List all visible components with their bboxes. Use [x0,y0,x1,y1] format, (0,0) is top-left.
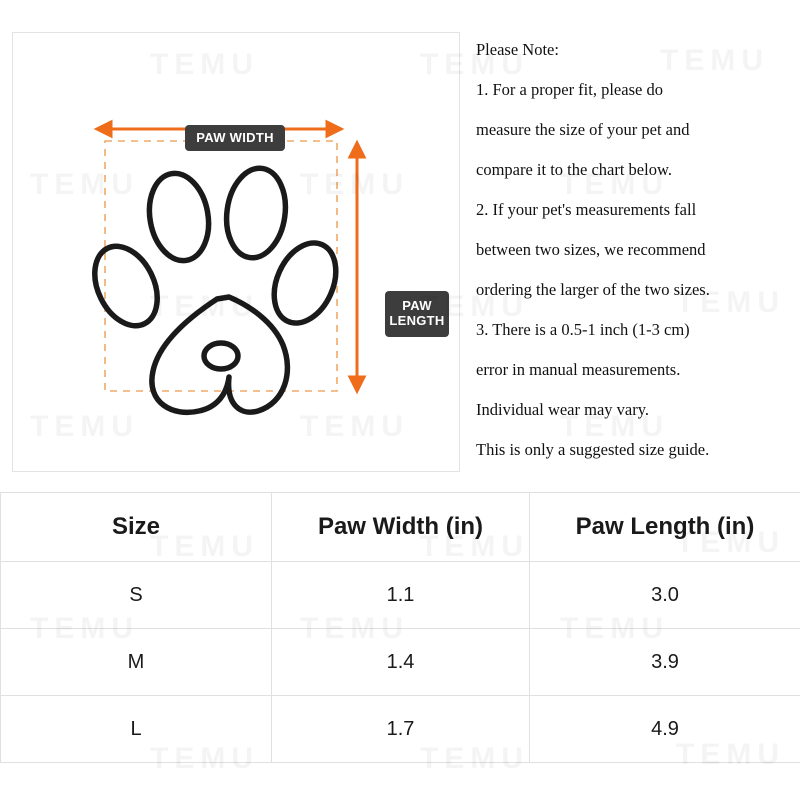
column-header-size: Size [1,493,272,562]
notes-line-7: 3. There is a 0.5-1 inch (1-3 cm) [476,320,690,339]
cell-paw-width: 1.7 [272,696,530,763]
cell-size: M [1,629,272,696]
paw-width-label-text: PAW WIDTH [196,129,274,145]
paw-measurement-diagram [13,33,461,473]
cell-paw-width: 1.1 [272,562,530,629]
notes-line-9: Individual wear may vary. [476,400,650,419]
table-row [1,629,800,696]
notes-line-4: 2. If your pet's measurements fall [476,200,697,219]
table-row [1,562,800,629]
size-chart-table [0,492,800,763]
paw-length-label [385,291,449,337]
column-header-paw-width: Paw Width (in) [272,493,530,562]
notes-line-3: compare it to the chart below. [476,160,672,179]
notes-line-1: 1. For a proper fit, please do [476,80,663,99]
notes-line-8: error in manual measurements. [476,360,681,379]
notes-panel [476,30,796,470]
table-row [1,696,800,763]
cell-paw-width: 1.4 [272,629,530,696]
cell-paw-length: 3.9 [530,629,800,696]
paw-length-label-line1: PAW [402,298,432,314]
notes-line-5: between two sizes, we recommend [476,240,706,259]
cell-paw-length: 4.9 [530,696,800,763]
notes-heading: Please Note: [476,40,559,59]
paw-diagram-panel [12,32,460,472]
column-header-paw-length: Paw Length (in) [530,493,800,562]
notes-line-2: measure the size of your pet and [476,120,690,139]
paw-width-label [185,125,285,151]
cell-paw-length: 3.0 [530,562,800,629]
paw-length-label-line2: LENGTH [389,313,445,328]
notes-line-6: ordering the larger of the two sizes. [476,280,710,299]
cell-size: S [1,562,272,629]
cell-size: L [1,696,272,763]
table-header-row [1,493,800,562]
notes-line-10: This is only a suggested size guide. [476,440,710,459]
